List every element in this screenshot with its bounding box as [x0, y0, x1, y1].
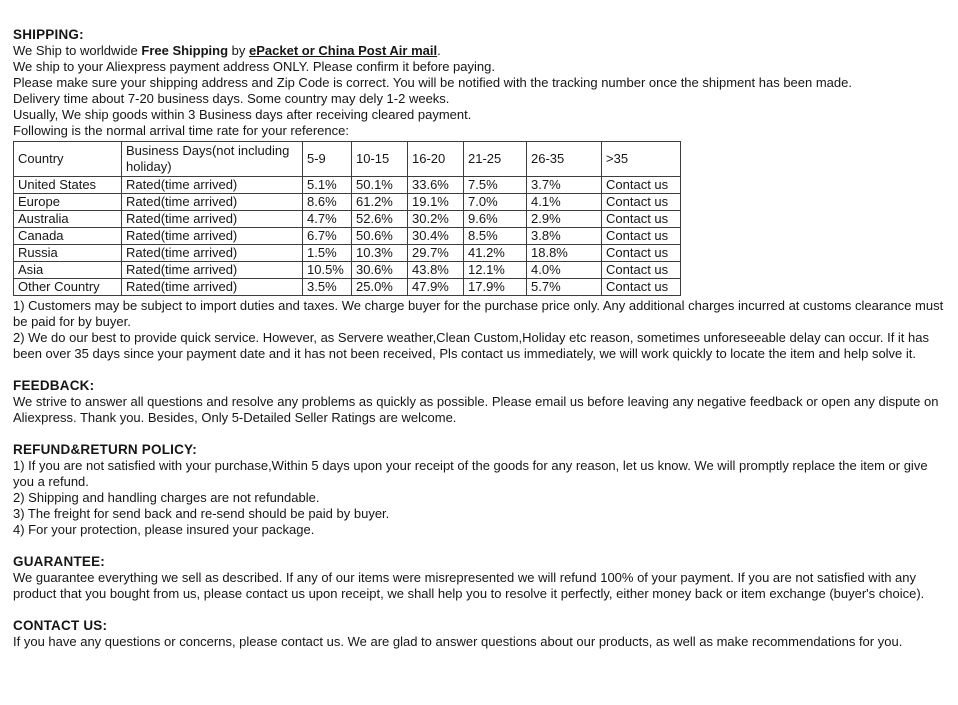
table-cell: 33.6%	[408, 177, 464, 194]
table-cell: Contact us	[602, 262, 681, 279]
feedback-body: We strive to answer all questions and resolve any problems as quickly as possible. Please email us before leaving any negative feedback or open any dispute on Aliexpress. Thank you. Besides, Only 5-Detailed Seller Ratings are welcome.	[13, 394, 939, 425]
table-cell: 8.6%	[303, 194, 352, 211]
table-row	[14, 245, 681, 262]
table-row	[14, 177, 681, 194]
table-cell: 30.4%	[408, 228, 464, 245]
refund-item: 3) The freight for send back and re-send should be paid by buyer.	[13, 506, 390, 521]
table-cell: Contact us	[602, 279, 681, 296]
refund-item: 2) Shipping and handling charges are not refundable.	[13, 490, 320, 505]
shipping-line: Delivery time about 7-20 business days. Some country may dely 1-2 weeks.	[13, 91, 450, 106]
table-cell: Asia	[14, 262, 122, 279]
table-cell: Contact us	[602, 177, 681, 194]
refund-item: 4) For your protection, please insured your package.	[13, 522, 315, 537]
table-cell: 5.7%	[527, 279, 602, 296]
table-cell: 41.2%	[464, 245, 527, 262]
table-cell: 4.0%	[527, 262, 602, 279]
shipping-line: Usually, We ship goods within 3 Business days after receiving cleared payment.	[13, 107, 472, 122]
guarantee-section	[13, 554, 946, 602]
table-cell: Europe	[14, 194, 122, 211]
table-header-cell: 21-25	[464, 142, 527, 177]
table-cell: 18.8%	[527, 245, 602, 262]
table-cell: 50.1%	[352, 177, 408, 194]
table-cell: 3.5%	[303, 279, 352, 296]
refund-item: 1) If you are not satisfied with your purchase,Within 5 days upon your receipt of the goods for any reason, let us know. We will promptly replace the item or give you a refund.	[13, 458, 928, 489]
table-cell: 61.2%	[352, 194, 408, 211]
table-cell: Rated(time arrived)	[122, 228, 303, 245]
refund-section	[13, 442, 946, 538]
table-row	[14, 279, 681, 296]
table-header-cell: 5-9	[303, 142, 352, 177]
feedback-heading: FEEDBACK:	[13, 378, 95, 393]
table-header-cell: 16-20	[408, 142, 464, 177]
table-cell: 43.8%	[408, 262, 464, 279]
table-cell: Rated(time arrived)	[122, 279, 303, 296]
contact-section	[13, 618, 946, 650]
table-row	[14, 194, 681, 211]
arrival-table-head	[14, 142, 681, 177]
table-cell: Rated(time arrived)	[122, 262, 303, 279]
arrival-table-body	[14, 177, 681, 296]
table-cell: 25.0%	[352, 279, 408, 296]
table-row	[14, 262, 681, 279]
table-header-cell: Business Days(not including holiday)	[122, 142, 303, 177]
shipping-intro-prefix: We Ship to worldwide	[13, 43, 142, 58]
arrival-rate-table	[13, 141, 681, 296]
shipping-intro-line	[13, 43, 946, 59]
table-cell: 10.3%	[352, 245, 408, 262]
table-cell: 7.5%	[464, 177, 527, 194]
table-cell: 5.1%	[303, 177, 352, 194]
table-cell: Rated(time arrived)	[122, 245, 303, 262]
shipping-line: We ship to your Aliexpress payment address ONLY. Please confirm it before paying.	[13, 59, 495, 74]
table-cell: 3.8%	[527, 228, 602, 245]
table-cell: 2.9%	[527, 211, 602, 228]
table-cell: 52.6%	[352, 211, 408, 228]
table-cell: 10.5%	[303, 262, 352, 279]
table-header-row	[14, 142, 681, 177]
table-cell: 8.5%	[464, 228, 527, 245]
table-cell: 47.9%	[408, 279, 464, 296]
table-cell: 3.7%	[527, 177, 602, 194]
table-cell: Rated(time arrived)	[122, 194, 303, 211]
table-cell: Russia	[14, 245, 122, 262]
contact-heading: CONTACT US:	[13, 618, 108, 633]
shipping-method-label: ePacket or China Post Air mail	[249, 43, 438, 58]
table-row	[14, 211, 681, 228]
table-cell: Canada	[14, 228, 122, 245]
table-row	[14, 228, 681, 245]
table-cell: United States	[14, 177, 122, 194]
table-cell: Contact us	[602, 194, 681, 211]
guarantee-heading: GUARANTEE:	[13, 554, 105, 569]
table-cell: 9.6%	[464, 211, 527, 228]
table-header-cell: 10-15	[352, 142, 408, 177]
table-cell: Contact us	[602, 211, 681, 228]
table-cell: 1.5%	[303, 245, 352, 262]
table-header-cell: >35	[602, 142, 681, 177]
table-cell: 4.1%	[527, 194, 602, 211]
table-header-cell: Country	[14, 142, 122, 177]
table-cell: 17.9%	[464, 279, 527, 296]
shipping-note: 2) We do our best to provide quick service. However, as Servere weather,Clean Custom,Holiday etc reason, sometimes unforeseeable delay can occur. If it has been over 35 days since your payment date and it has not been received, Pls contact us immediately, we will work quickly to locate the item and help solve it.	[13, 330, 929, 361]
table-cell: 19.1%	[408, 194, 464, 211]
table-cell: Other Country	[14, 279, 122, 296]
feedback-section	[13, 378, 946, 426]
shipping-note: 1) Customers may be subject to import duties and taxes. We charge buyer for the purchase price only. Any additional charges incurred at customs clearance must be paid for by buyer.	[13, 298, 944, 329]
shipping-heading: SHIPPING:	[13, 27, 84, 42]
table-header-cell: 26-35	[527, 142, 602, 177]
shipping-section	[13, 27, 946, 362]
table-cell: 30.6%	[352, 262, 408, 279]
table-cell: 12.1%	[464, 262, 527, 279]
free-shipping-label: Free Shipping	[141, 43, 229, 58]
guarantee-body: We guarantee everything we sell as described. If any of our items were misrepresented we will refund 100% of your payment. If you are not satisfied with any product that you bought from us, please contact us upon receipt, we shall help you to resolve it perfectly, either money back or item exchange (buyer's choice).	[13, 570, 925, 601]
table-cell: Rated(time arrived)	[122, 177, 303, 194]
table-cell: 4.7%	[303, 211, 352, 228]
refund-heading: REFUND&RETURN POLICY:	[13, 442, 197, 457]
table-cell: Australia	[14, 211, 122, 228]
table-cell: Contact us	[602, 228, 681, 245]
shipping-intro-period: .	[437, 43, 441, 58]
table-cell: 30.2%	[408, 211, 464, 228]
table-cell: 7.0%	[464, 194, 527, 211]
table-cell: Contact us	[602, 245, 681, 262]
table-cell: 50.6%	[352, 228, 408, 245]
shipping-intro-connector: by	[228, 43, 250, 58]
arrival-table-intro: Following is the normal arrival time rate for your reference:	[13, 123, 349, 138]
table-cell: 29.7%	[408, 245, 464, 262]
shipping-line: Please make sure your shipping address and Zip Code is correct. You will be notified with the tracking number once the shipment has been made.	[13, 75, 852, 90]
table-cell: 6.7%	[303, 228, 352, 245]
contact-body: If you have any questions or concerns, please contact us. We are glad to answer questions about our products, as well as make recommendations for you.	[13, 634, 903, 649]
table-cell: Rated(time arrived)	[122, 211, 303, 228]
